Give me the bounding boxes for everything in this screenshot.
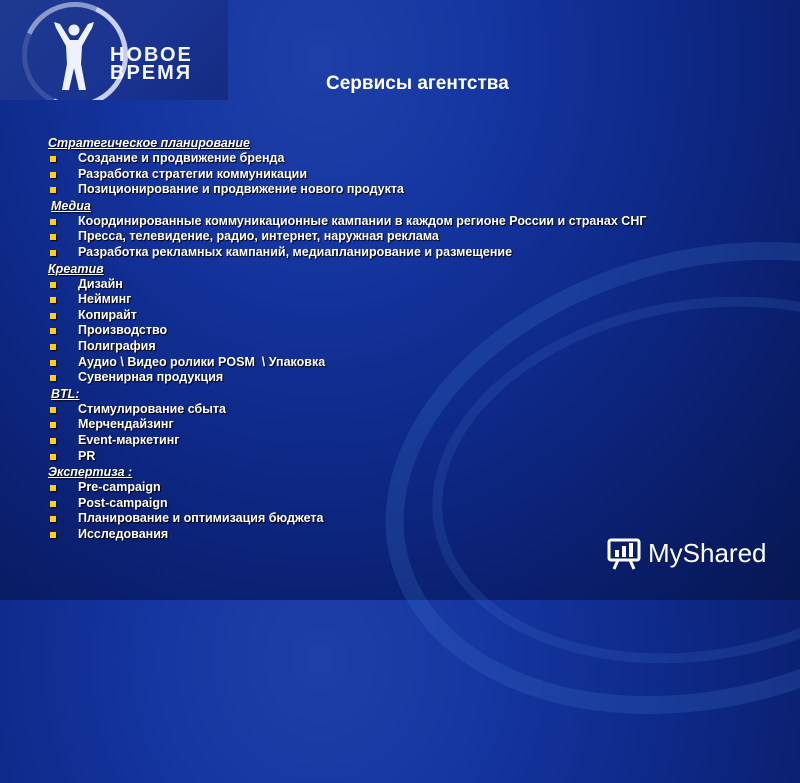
square-bullet-icon xyxy=(50,532,56,538)
section-heading: Стратегическое планирование xyxy=(48,136,250,150)
section-expertise xyxy=(48,464,768,542)
item-label: Создание и продвижение бренда xyxy=(78,151,285,165)
item-label: Производство xyxy=(78,323,168,338)
list-item xyxy=(48,308,768,324)
section-media xyxy=(48,198,768,261)
item-label: Позиционирование и продвижение нового продукта xyxy=(78,182,404,197)
logo-line-2: ВРЕМЯ xyxy=(110,62,193,84)
list-item xyxy=(48,182,768,198)
item-label: Дизайн xyxy=(78,276,123,291)
square-bullet-icon xyxy=(50,375,56,381)
logo-wordmark xyxy=(110,46,193,82)
square-bullet-icon xyxy=(50,422,56,428)
square-bullet-icon xyxy=(50,407,56,413)
item-label: Координированные коммуникационные кампании в каждом регионе России и странах СНГ xyxy=(78,213,647,228)
section-btl xyxy=(48,386,768,464)
watermark-text: MyShared xyxy=(648,537,767,568)
square-bullet-icon xyxy=(50,172,56,178)
square-bullet-icon xyxy=(50,516,56,522)
square-bullet-icon xyxy=(50,282,56,288)
list-item xyxy=(48,511,768,527)
square-bullet-icon xyxy=(50,501,56,507)
square-bullet-icon xyxy=(50,187,56,193)
services-list xyxy=(48,135,768,542)
list-item xyxy=(48,433,768,449)
section-heading: BTL: xyxy=(51,386,80,401)
section-heading: Медиа xyxy=(51,198,91,213)
item-label: Полиграфия xyxy=(78,338,156,353)
list-item xyxy=(48,151,768,167)
square-bullet-icon xyxy=(50,360,56,366)
item-label: Post-campaign xyxy=(78,495,168,510)
square-bullet-icon xyxy=(50,485,56,491)
list-item xyxy=(48,370,768,386)
section-strategy xyxy=(48,135,768,198)
square-bullet-icon xyxy=(50,234,56,240)
square-bullet-icon xyxy=(50,219,56,225)
list-item xyxy=(48,277,768,293)
item-label: Планирование и оптимизация бюджета xyxy=(78,511,324,526)
item-label: Мерчендайзинг xyxy=(78,417,174,432)
item-label: PR xyxy=(78,448,96,463)
list-item xyxy=(48,339,768,355)
square-bullet-icon xyxy=(50,454,56,460)
item-label: Разработка рекламных кампаний, медиапланирование и размещение xyxy=(78,244,513,259)
list-item xyxy=(48,229,768,245)
square-bullet-icon xyxy=(50,313,56,319)
list-item xyxy=(48,449,768,465)
raised-arms-figure-icon xyxy=(50,20,98,92)
list-item xyxy=(48,292,768,308)
item-label: Нейминг xyxy=(78,292,132,307)
list-item xyxy=(48,323,768,339)
list-item xyxy=(48,480,768,496)
item-label: Сувенирная продукция xyxy=(78,370,224,385)
list-item xyxy=(48,245,768,261)
square-bullet-icon xyxy=(50,438,56,444)
item-label: Event-маркетинг xyxy=(78,432,180,447)
list-item xyxy=(48,402,768,418)
section-heading: Экспертиза : xyxy=(48,465,133,480)
square-bullet-icon xyxy=(50,297,56,303)
square-bullet-icon xyxy=(50,156,56,162)
list-item xyxy=(48,167,768,183)
item-label: Исследования xyxy=(78,526,169,541)
company-logo xyxy=(0,0,228,100)
item-label: Pre-campaign xyxy=(78,480,161,495)
page-title: Сервисы агентства xyxy=(326,73,509,94)
item-label: Пресса, телевидение, радио, интернет, наружная реклама xyxy=(78,229,439,244)
item-label: Стимулирование сбыта xyxy=(78,401,226,416)
section-heading: Креатив xyxy=(48,261,104,276)
myshared-watermark xyxy=(606,536,767,570)
list-item xyxy=(48,214,768,230)
logo-line-1: НОВОЕ xyxy=(110,44,193,66)
item-label: Аудио \ Видео ролики POSM \ Упаковка xyxy=(78,354,326,369)
item-label: Копирайт xyxy=(78,307,137,322)
square-bullet-icon xyxy=(50,328,56,334)
square-bullet-icon xyxy=(50,250,56,256)
square-bullet-icon xyxy=(50,344,56,350)
list-item xyxy=(48,417,768,433)
list-item xyxy=(48,496,768,512)
presentation-board-icon xyxy=(606,536,642,570)
section-creative xyxy=(48,261,768,386)
list-item xyxy=(48,355,768,371)
item-label: Разработка стратегии коммуникации xyxy=(78,166,308,181)
